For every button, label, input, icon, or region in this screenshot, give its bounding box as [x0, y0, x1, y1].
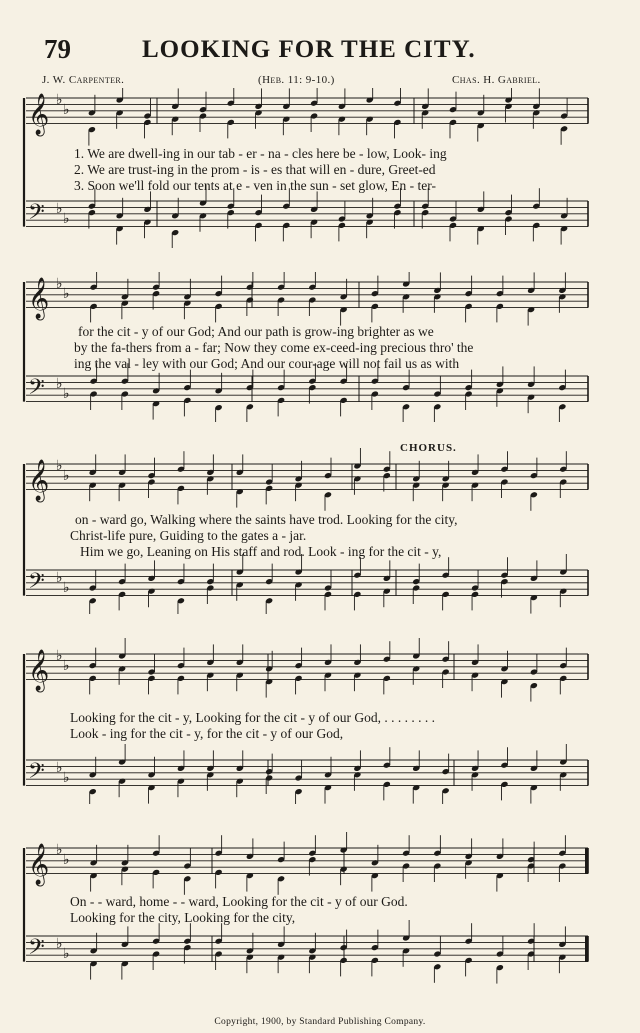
lyric-line: 3. Soon we'll fold our tents at e - ven in the sun - set glow, En - ter- [74, 178, 436, 193]
scripture-reference: (Heb. 11: 9-10.) [258, 74, 335, 86]
treble-clef: 𝄞 [28, 94, 50, 135]
copyright-notice: Copyright, 1900, by Standard Publishing Company. [214, 1017, 426, 1027]
flat-sign: ♭ [56, 936, 63, 952]
lyric-line: ing the val - ley with our God; And our cour-age will not fail us as with [74, 356, 460, 371]
lyric-line: by the fa-thers from a - far; Now they come ex-ceed-ing precious thro' the [74, 340, 474, 355]
music-system-4 [22, 636, 590, 804]
flat-sign: ♭ [63, 946, 70, 962]
lyric-line: 1. We are dwell-ing in our tab - er - na - cles here be - low, Look- ing [74, 146, 447, 161]
hymn-title: LOOKING FOR THE CITY. [142, 36, 476, 63]
hymn-number: 79 [44, 34, 71, 64]
flat-sign: ♭ [56, 92, 63, 108]
flat-sign: ♭ [56, 201, 63, 217]
flat-sign: ♭ [63, 852, 70, 868]
lyric-line: on - ward go, Walking where the saints have trod. Looking for the city, [75, 512, 458, 527]
flat-sign: ♭ [56, 458, 63, 474]
bass-clef: 𝄢 [28, 200, 45, 230]
flat-sign: ♭ [63, 468, 70, 484]
flat-sign: ♭ [63, 211, 70, 227]
flat-sign: ♭ [63, 286, 70, 302]
flat-sign: ♭ [56, 570, 63, 586]
music-system-5 [22, 832, 590, 1010]
music-system-3 [22, 442, 590, 614]
composer-credit: Chas. H. Gabriel. [452, 74, 541, 86]
lyric-line: 2. We are trust-ing in the prom - is - es that will en - dure, Greet-ed [74, 162, 436, 177]
music-system-1 [22, 88, 590, 248]
chorus-label: CHORUS. [400, 442, 457, 454]
flat-sign: ♭ [56, 842, 63, 858]
lyric-line: Christ-life pure, Guiding to the gates a - jar. [70, 528, 307, 543]
lyric-line: Him we go, Leaning on His staff and rod. Look - ing for the cit - y, [80, 544, 442, 559]
flat-sign: ♭ [63, 770, 70, 786]
author-credit: J. W. Carpenter. [42, 74, 125, 86]
flat-sign: ♭ [56, 376, 63, 392]
bass-clef: 𝄢 [28, 759, 45, 789]
flat-sign: ♭ [63, 580, 70, 596]
treble-clef: 𝄞 [28, 278, 50, 319]
treble-clef: 𝄞 [28, 650, 50, 691]
lyric-line: Look - ing for the cit - y, for the cit - y of our God, [70, 726, 344, 741]
flat-sign: ♭ [56, 648, 63, 664]
treble-clef: 𝄞 [28, 460, 50, 501]
flat-sign: ♭ [63, 658, 70, 674]
lyric-line: Looking for the cit - y, Looking for the cit - y of our God, . . . . . . . . [70, 710, 436, 725]
bass-clef: 𝄢 [28, 375, 45, 405]
flat-sign: ♭ [63, 102, 70, 118]
treble-clef: 𝄞 [28, 844, 50, 885]
final-barline [585, 936, 588, 962]
bass-clef: 𝄢 [28, 569, 45, 599]
flat-sign: ♭ [63, 386, 70, 402]
flat-sign: ♭ [56, 276, 63, 292]
lyric-line: Looking for the city, Looking for the city, [70, 910, 296, 925]
lyric-line: On - - ward, home - - ward, Looking for the cit - y of our God. [70, 894, 408, 909]
bass-clef: 𝄢 [28, 935, 45, 965]
final-barline [585, 848, 588, 874]
flat-sign: ♭ [56, 760, 63, 776]
music-system-2 [22, 272, 590, 422]
lyric-line: for the cit - y of our God; And our path is grow-ing brighter as we [78, 324, 434, 339]
